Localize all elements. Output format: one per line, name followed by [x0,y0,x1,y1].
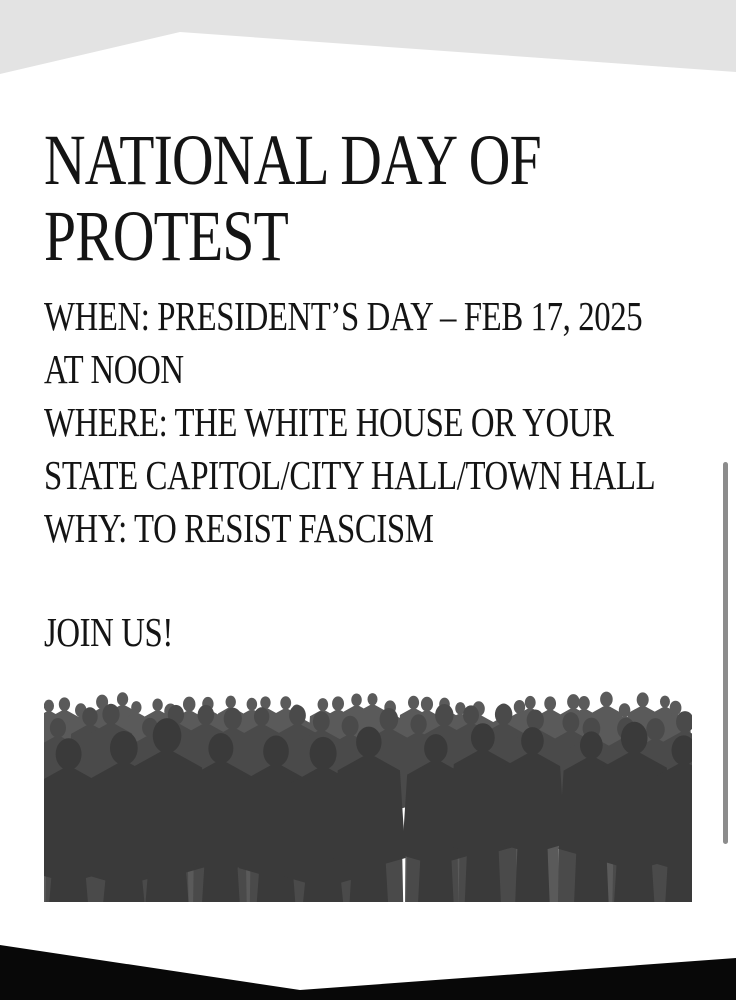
where-text: STATE CAPITOL/CITY HALL/TOWN HALL [44,452,656,498]
scrollbar-thumb[interactable] [723,462,728,844]
top-frame-band [0,0,736,74]
when-text: WHEN: PRESIDENT’S DAY – FEB 17, 2025 [44,293,643,339]
when-text: AT NOON [44,346,184,392]
where-text: WHERE: THE WHITE HOUSE OR YOUR [44,399,614,445]
poster-title [44,122,541,274]
join-us-text: JOIN US! [44,609,173,655]
title-line: PROTEST [44,196,289,276]
bottom-frame-band [0,945,736,1000]
event-details [44,290,655,555]
why-text: WHY: TO RESIST FASCISM [44,505,434,551]
crowd-silhouette-icon [44,680,692,902]
title-line: NATIONAL DAY OF [44,120,541,200]
